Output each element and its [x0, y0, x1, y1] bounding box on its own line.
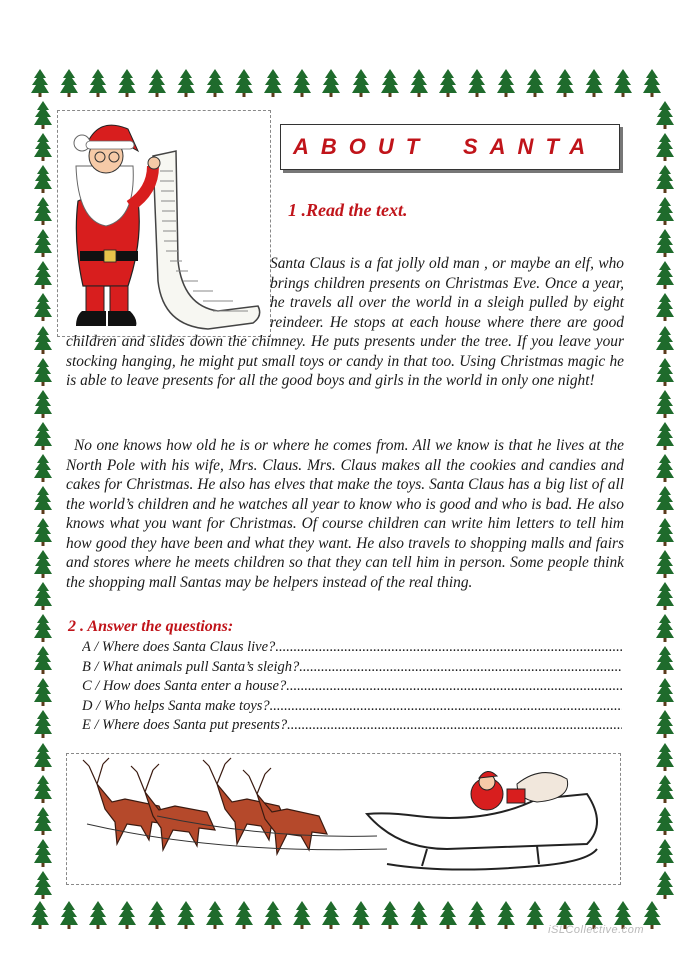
christmas-tree-icon: [613, 68, 633, 100]
christmas-tree-icon: [655, 613, 677, 643]
christmas-tree-icon: [263, 68, 283, 100]
christmas-tree-icon: [33, 645, 55, 675]
christmas-tree-icon: [88, 900, 108, 932]
christmas-tree-icon: [263, 900, 283, 932]
christmas-tree-icon: [584, 68, 604, 100]
christmas-tree-icon: [380, 68, 400, 100]
christmas-tree-icon: [438, 68, 458, 100]
christmas-tree-icon: [655, 742, 677, 772]
christmas-tree-icon: [655, 132, 677, 162]
christmas-tree-icon: [655, 517, 677, 547]
christmas-tree-icon: [33, 421, 55, 451]
question-e: [82, 716, 622, 736]
christmas-tree-icon: [655, 421, 677, 451]
christmas-tree-icon: [33, 196, 55, 226]
christmas-tree-icon: [33, 742, 55, 772]
christmas-tree-icon: [117, 68, 137, 100]
christmas-tree-icon: [655, 357, 677, 387]
christmas-tree-icon: [321, 68, 341, 100]
christmas-tree-icon: [655, 485, 677, 515]
christmas-tree-icon: [655, 549, 677, 579]
christmas-tree-icon: [655, 196, 677, 226]
christmas-tree-icon: [33, 132, 55, 162]
question-b: [82, 658, 622, 678]
christmas-tree-icon: [33, 453, 55, 483]
watermark: iSLCollective.com: [548, 924, 644, 936]
christmas-tree-icon: [176, 68, 196, 100]
christmas-tree-icon: [59, 900, 79, 932]
question-d-text: D / Who helps Santa make toys?: [82, 697, 270, 714]
christmas-tree-icon: [234, 68, 254, 100]
image-wrap-spacer: [66, 254, 270, 332]
christmas-tree-icon: [655, 774, 677, 804]
christmas-tree-icon: [467, 900, 487, 932]
christmas-tree-icon: [409, 900, 429, 932]
christmas-tree-icon: [409, 68, 429, 100]
christmas-tree-icon: [496, 68, 516, 100]
christmas-tree-icon: [33, 581, 55, 611]
christmas-tree-icon: [117, 900, 137, 932]
christmas-tree-icon: [655, 838, 677, 868]
answer-line-c[interactable]: [286, 677, 622, 697]
christmas-tree-icon: [33, 228, 55, 258]
christmas-tree-icon: [655, 228, 677, 258]
christmas-tree-icon: [642, 900, 662, 932]
christmas-tree-icon: [33, 164, 55, 194]
christmas-tree-icon: [292, 68, 312, 100]
question-c-text: C / How does Santa enter a house?: [82, 678, 287, 694]
christmas-tree-icon: [33, 709, 55, 739]
answer-line-a[interactable]: [275, 638, 622, 658]
question-c: [82, 677, 622, 697]
title-word-santa: SANTA: [463, 134, 598, 159]
christmas-tree-icon: [33, 389, 55, 419]
christmas-tree-icon: [33, 774, 55, 804]
tree-border-right: [655, 100, 677, 900]
christmas-tree-icon: [33, 549, 55, 579]
question-d: [82, 697, 622, 717]
christmas-tree-icon: [33, 325, 55, 355]
sleigh-illustration: [66, 753, 621, 885]
christmas-tree-icon: [33, 260, 55, 290]
christmas-tree-icon: [205, 900, 225, 932]
christmas-tree-icon: [655, 325, 677, 355]
question-a: [82, 638, 622, 658]
christmas-tree-icon: [496, 900, 516, 932]
christmas-tree-icon: [234, 900, 254, 932]
christmas-tree-icon: [655, 677, 677, 707]
christmas-tree-icon: [33, 613, 55, 643]
christmas-tree-icon: [655, 806, 677, 836]
christmas-tree-icon: [525, 900, 545, 932]
christmas-tree-icon: [33, 677, 55, 707]
christmas-tree-icon: [655, 389, 677, 419]
christmas-tree-icon: [380, 900, 400, 932]
reading-paragraph-2: No one knows how old he is or where he comes from. All we know is that he lives at the North Pole with his wife, Mrs. Claus. Mrs. Claus makes all the cookies and candies and cakes for Christmas. He also has elves that make the toys. Santa Claus has a big list of all the world’s children and he watches all year to know who is good and who is bad. He also knows what you want for Christmas. Of course children can write him letters to tell him how good they have been and what they want. He also travels to shopping malls and fairs and stores where he meets children so that they can tell him in person. Some people think the shopping mall Santas may be helpers instead of the real thing.: [66, 437, 624, 591]
christmas-tree-icon: [655, 164, 677, 194]
christmas-tree-icon: [655, 260, 677, 290]
christmas-tree-icon: [655, 453, 677, 483]
answer-line-b[interactable]: [299, 658, 622, 678]
tree-border-top: [30, 68, 662, 100]
christmas-tree-icon: [655, 870, 677, 900]
section2-heading: 2 . Answer the questions:: [68, 618, 234, 635]
christmas-tree-icon: [88, 68, 108, 100]
christmas-tree-icon: [59, 68, 79, 100]
christmas-tree-icon: [655, 100, 677, 130]
question-e-text: E / Where does Santa put presents?: [82, 717, 288, 733]
christmas-tree-icon: [30, 900, 50, 932]
reindeer-sleigh-icon: [67, 754, 620, 884]
christmas-tree-icon: [467, 68, 487, 100]
title-word-about: ABOUT: [293, 134, 432, 159]
christmas-tree-icon: [205, 68, 225, 100]
christmas-tree-icon: [33, 292, 55, 322]
christmas-tree-icon: [147, 900, 167, 932]
christmas-tree-icon: [351, 68, 371, 100]
christmas-tree-icon: [33, 517, 55, 547]
christmas-tree-icon: [33, 100, 55, 130]
reading-paragraph-1: [66, 254, 624, 391]
christmas-tree-icon: [655, 581, 677, 611]
christmas-tree-icon: [438, 900, 458, 932]
question-a-text: A / Where does Santa Claus live?: [82, 639, 276, 655]
christmas-tree-icon: [176, 900, 196, 932]
title-box: [280, 124, 620, 170]
christmas-tree-icon: [321, 900, 341, 932]
christmas-tree-icon: [147, 68, 167, 100]
christmas-tree-icon: [33, 485, 55, 515]
christmas-tree-icon: [351, 900, 371, 932]
christmas-tree-icon: [292, 900, 312, 932]
christmas-tree-icon: [555, 68, 575, 100]
christmas-tree-icon: [33, 806, 55, 836]
christmas-tree-icon: [33, 838, 55, 868]
christmas-tree-icon: [33, 357, 55, 387]
paragraph-1-text: Santa Claus is a fat jolly old man , or maybe an elf, who brings children presents on Christmas Eve. Once a year, he travels all over the world in a sleigh pulled by eight reindeer. He stops at each house where there are good children and slides down the chimney. He puts presents under the tree. If you leave your stocking hanging, he might put small toys or candy in that too. Using Christmas magic he is able to leave presents for all the good boys and girls in the world in only one night!: [66, 255, 624, 389]
question-list: [82, 638, 622, 736]
christmas-tree-icon: [655, 645, 677, 675]
christmas-tree-icon: [33, 870, 55, 900]
christmas-tree-icon: [30, 68, 50, 100]
answer-line-d[interactable]: [270, 697, 622, 717]
christmas-tree-icon: [642, 68, 662, 100]
christmas-tree-icon: [655, 709, 677, 739]
tree-border-left: [33, 100, 55, 900]
section1-heading: 1 .Read the text.: [288, 200, 408, 220]
answer-line-e[interactable]: [287, 716, 622, 736]
christmas-tree-icon: [525, 68, 545, 100]
question-b-text: B / What animals pull Santa’s sleigh?: [82, 658, 300, 675]
christmas-tree-icon: [655, 292, 677, 322]
